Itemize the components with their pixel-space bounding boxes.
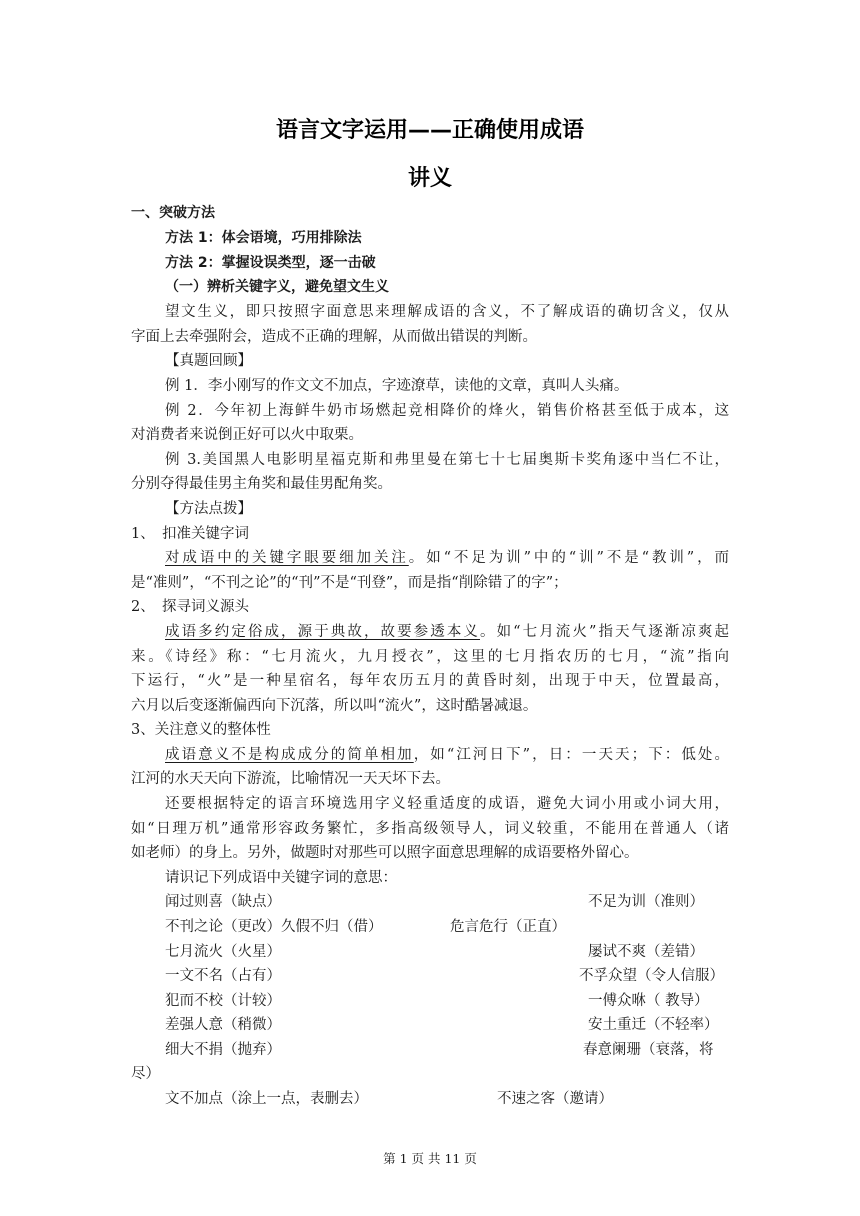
underlined-key-phrase: 成语意义不是构成成分的简单相加 (165, 747, 414, 763)
tip-1-line: 是“准则”，“不刊之论”的“刊”不是“刊登”，而是指“削除错了的字”； (131, 575, 568, 591)
tip-2-heading: 2、 探寻词义源头 (131, 599, 249, 615)
tip-1-text: 。如“不足为训”中的“训”不是“教训”，而 (408, 550, 730, 566)
paragraph-line: 如“日理万机”通常形容政务繁忙，多指高级领导人，词义较重，不能用在普通人（诸 (131, 821, 729, 837)
idiom-item: 危言危行（正直） (450, 919, 566, 935)
example-3-line: 分别夺得最佳男主角奖和最佳男配角奖。 (131, 476, 392, 492)
idiom-item: 不速之客（邀请） (497, 1091, 613, 1107)
method-1: 方法 1：体会语境，巧用排除法 (165, 230, 362, 246)
tip-3-line: 江河的水天天向下游流，比喻情况一天天坏下去。 (131, 771, 450, 787)
idiom-item: 闻过则喜（缺点） (165, 894, 281, 910)
paragraph-line: 如老师）的身上。另外，做题时对那些可以照字面意思理解的成语要格外留心。 (131, 845, 639, 861)
idiom-item: 文不加点（涂上一点，表删去） (165, 1091, 368, 1107)
section-heading: 一、突破方法 (131, 205, 215, 221)
idiom-item: 差强人意（稍微） (165, 1017, 281, 1033)
review-heading: 【真题回顾】 (165, 353, 252, 369)
paragraph-line: 望文生义，即只按照字面意思来理解成语的含义，不了解成语的确切含义，仅从 (165, 304, 729, 320)
page-footer: 第 1 页 共 11 页 (383, 1151, 477, 1166)
idiom-item: 一文不名（占有） (165, 968, 281, 984)
example-2-line: 对消费者来说倒正好可以火中取栗。 (131, 427, 363, 443)
subsection-heading: （一）辨析关键字义，避免望文生义 (165, 279, 389, 295)
idiom-item: 安土重迁（不轻率） (588, 1017, 719, 1033)
idiom-list-intro: 请识记下列成语中关键字词的意思： (165, 870, 397, 886)
tip-3-heading: 3、关注意义的整体性 (131, 722, 271, 738)
idiom-item: 细大不捐（抛弃） (165, 1042, 281, 1058)
tip-2-line: 来。《诗经》称：“七月流火，九月授衣”，这里的七月指农历的七月，“流”指向 (131, 649, 729, 665)
idiom-item: 不孚众望（令人信服） (579, 968, 724, 984)
example-1: 例 1．李小刚写的作文文不加点，字迹潦草，读他的文章，真叫人头痛。 (165, 378, 629, 394)
tip-2-text: 。如“七月流火”指天气逐渐凉爽起 (480, 624, 730, 640)
tip-3-text: ，如“江河日下”，日：一天天；下：低处。 (413, 747, 730, 763)
tip-2-line: 六月以后变逐渐偏西向下沉落，所以叫“流火”，这时酷暑减退。 (131, 698, 538, 714)
paragraph-line: 字面上去牵强附会，造成不正确的理解，从而做出错误的判断。 (131, 329, 537, 345)
document-title: 语言文字运用——正确使用成语 (275, 118, 584, 143)
tip-1-heading: 1、 扣准关键字词 (131, 526, 249, 542)
document-subtitle: 讲义 (407, 166, 452, 191)
tip-2-line: 下运行，“火”是一种星宿名，每年农历五月的黄昏时刻，出现于中天，位置最高， (131, 673, 729, 689)
idiom-item: 屡试不爽（差错） (588, 944, 704, 960)
idiom-item: 不刊之论（更改）久假不归（借） (165, 919, 383, 935)
idiom-item-continuation: 尽） (131, 1066, 160, 1082)
idiom-item: 七月流火（火星） (165, 944, 281, 960)
idiom-item: 犯而不校（计较） (165, 993, 281, 1009)
tip-3-line (165, 745, 729, 765)
tip-1-line (165, 548, 729, 568)
underlined-key-phrase: 成语多约定俗成，源于典故，故要参透本义 (165, 624, 480, 640)
tips-heading: 【方法点拨】 (165, 501, 252, 517)
example-2-line: 例 2．今年初上海鲜牛奶市场燃起竞相降价的烽火，销售价格甚至低于成本，这 (165, 403, 729, 419)
example-3-line: 例 3.美国黑人电影明星福克斯和弗里曼在第七十七届奥斯卡奖角逐中当仁不让， (165, 452, 729, 468)
method-2: 方法 2：掌握设误类型，逐一击破 (165, 255, 376, 271)
paragraph-line: 还要根据特定的语言环境选用字义轻重适度的成语，避免大词小用或小词大用， (165, 796, 729, 812)
idiom-item: 春意阑珊（衰落，将 (583, 1042, 714, 1058)
underlined-key-phrase: 对成语中的关键字眼要细加关注 (165, 550, 409, 566)
idiom-item: 不足为训（准则） (588, 894, 704, 910)
idiom-item: 一傅众咻（ 教导） (588, 993, 709, 1009)
tip-2-line (165, 622, 729, 642)
